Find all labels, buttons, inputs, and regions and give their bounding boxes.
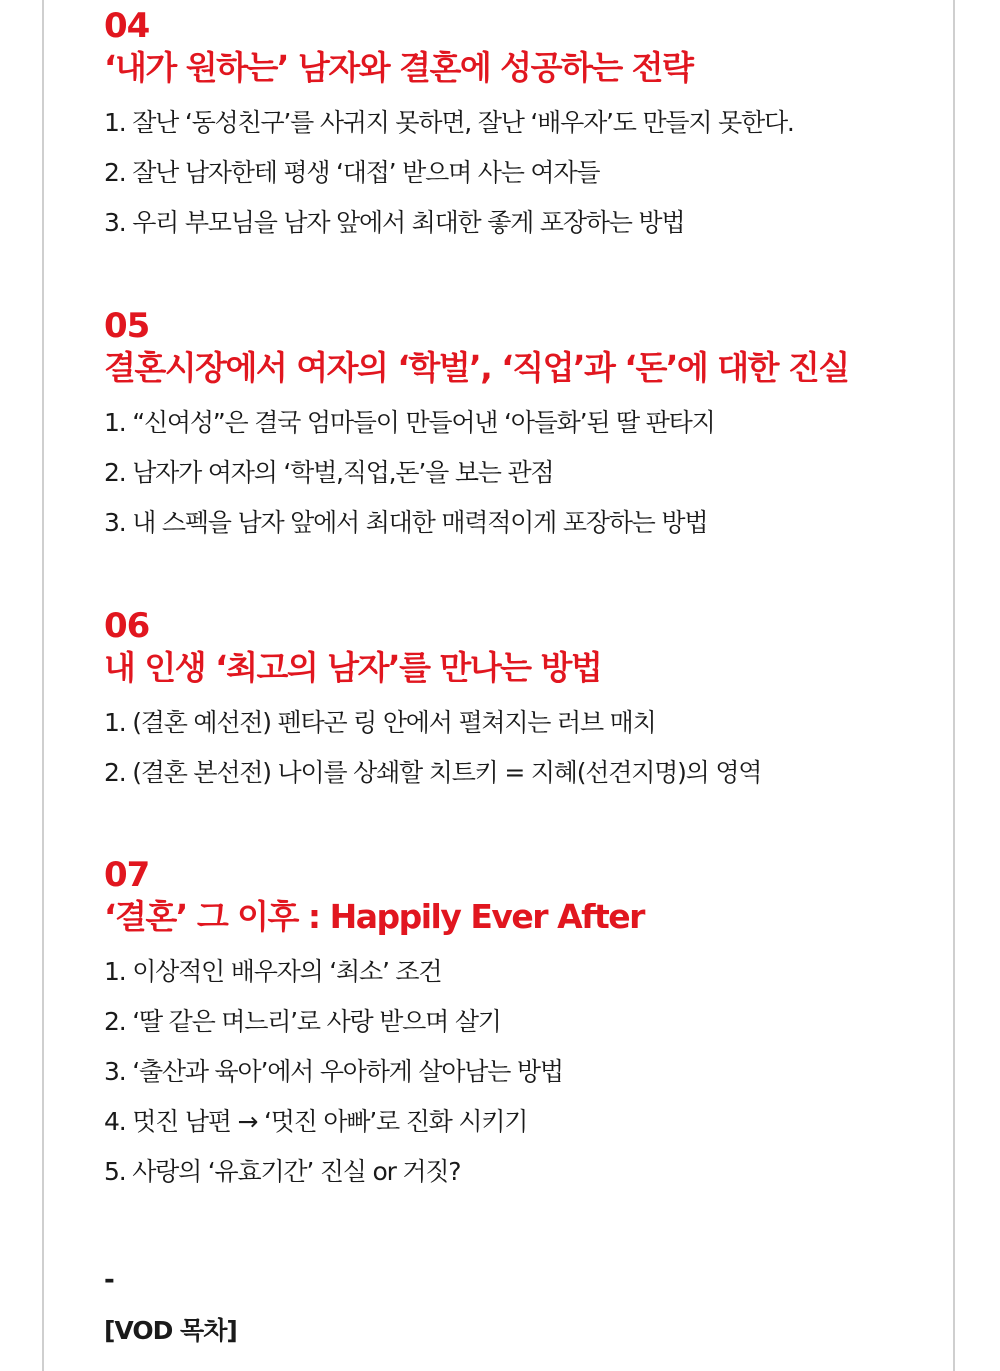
list-item: 2. 남자가 여자의 ‘학벌,직업,돈’을 보는 관점 (104, 458, 554, 487)
section-05 (104, 306, 944, 548)
list-item: 2. (결혼 본선전) 나이를 상쇄할 치트키 = 지혜(선견지명)의 영역 (104, 758, 762, 787)
section-title: ‘내가 원하는’ 남자와 결혼에 성공하는 전략 (104, 48, 693, 87)
section-title: 결혼시장에서 여자의 ‘학벌’, ‘직업’과 ‘돈’에 대한 진실 (104, 348, 849, 387)
section-number: 06 (104, 606, 150, 646)
vod-toc-label: [VOD 목차] (104, 1316, 237, 1345)
list-item: 1. “신여성”은 결국 엄마들이 만들어낸 ‘아들화’된 딸 판타지 (104, 408, 715, 437)
section-title: 내 인생 ‘최고의 남자’를 만나는 방법 (104, 648, 602, 687)
list-item: 1. 잘난 ‘동성친구’를 사귀지 못하면, 잘난 ‘배우자’도 만들지 못한다. (104, 108, 794, 137)
section-items (104, 698, 944, 798)
section-items (104, 398, 944, 548)
footer (104, 1265, 944, 1349)
list-item: 2. 잘난 남자한테 평생 ‘대접’ 받으며 사는 여자들 (104, 158, 600, 187)
section-number: 07 (104, 855, 150, 895)
section-06 (104, 606, 944, 798)
list-item: 2. ‘딸 같은 며느리’로 사랑 받으며 살기 (104, 1007, 501, 1036)
list-item: 1. (결혼 예선전) 펜타곤 링 안에서 펼쳐지는 러브 매치 (104, 708, 656, 737)
list-item: 1. 이상적인 배우자의 ‘최소’ 조건 (104, 957, 442, 986)
section-items (104, 947, 944, 1197)
section-items (104, 98, 944, 248)
footer-dash: - (104, 1265, 115, 1295)
section-title: ‘결혼’ 그 이후 : Happily Ever After (104, 897, 644, 936)
section-number: 05 (104, 306, 150, 346)
list-item: 3. ‘출산과 육아’에서 우아하게 살아남는 방법 (104, 1057, 563, 1086)
section-04 (104, 6, 944, 248)
section-07 (104, 855, 944, 1197)
list-item: 4. 멋진 남편 → ‘멋진 아빠’로 진화 시키기 (104, 1107, 528, 1136)
list-item: 3. 내 스펙을 남자 앞에서 최대한 매력적이게 포장하는 방법 (104, 508, 708, 537)
list-item: 5. 사랑의 ‘유효기간’ 진실 or 거짓? (104, 1157, 461, 1186)
list-item: 3. 우리 부모님을 남자 앞에서 최대한 좋게 포장하는 방법 (104, 208, 685, 237)
section-number: 04 (104, 6, 150, 46)
